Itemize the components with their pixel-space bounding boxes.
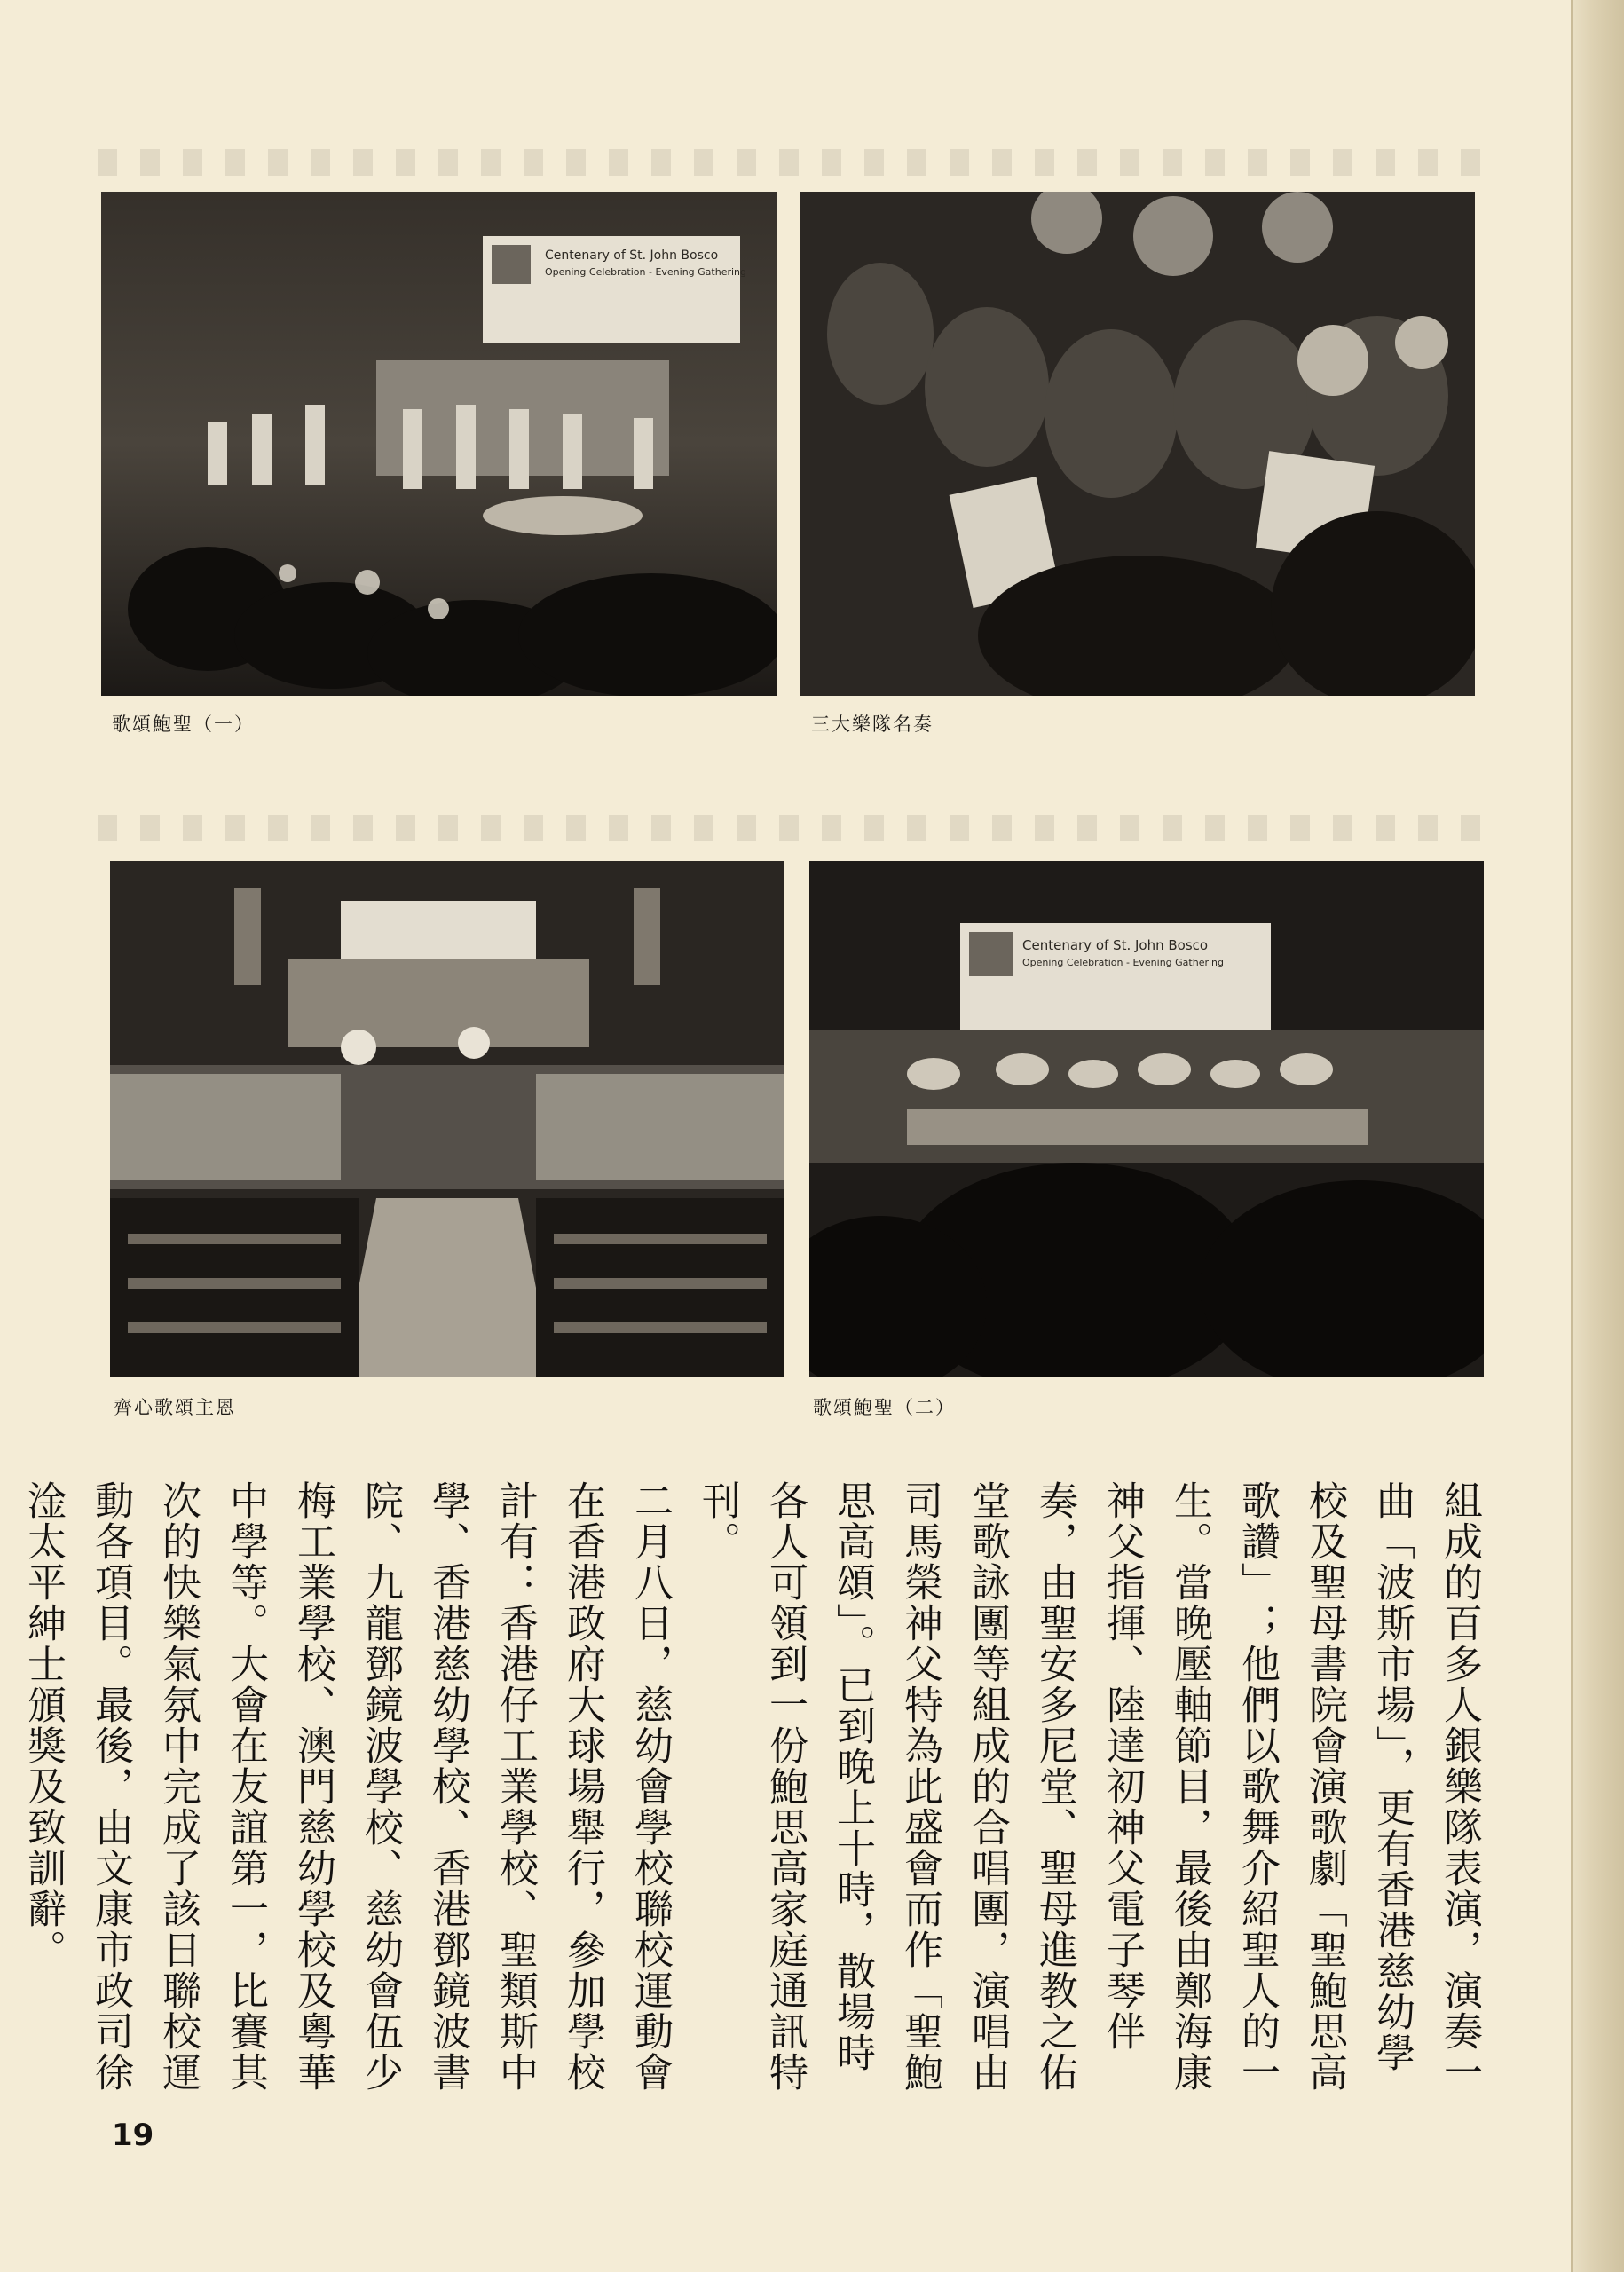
- photo-audience-image: [110, 861, 784, 1377]
- article-text: [20, 1480, 1493, 2093]
- banner-subtext: Opening Celebration - Evening Gathering: [545, 266, 746, 278]
- bleed-through-text: [98, 815, 1500, 841]
- photo-band-performance-image: [800, 192, 1475, 696]
- photo-stage-performance-2: [809, 861, 1484, 1377]
- photo-audience: [110, 861, 784, 1377]
- photo-band-performance: [800, 192, 1475, 696]
- banner-text: Centenary of St. John Bosco: [545, 248, 719, 263]
- section-headline: [0, 1480, 2, 2093]
- photo-stage-performance-1-image: [101, 192, 777, 696]
- page-fold-edge: [1571, 0, 1624, 2272]
- photo-caption-2: 三大樂隊名奏: [811, 714, 934, 735]
- photo-caption-3: 齊心歌頌主恩: [114, 1397, 236, 1418]
- banner-subtext: Opening Celebration - Evening Gathering: [1022, 957, 1224, 968]
- bleed-through-text: [98, 149, 1500, 176]
- article-paragraph: 二月八日，慈幼會學校聯校運動會在香港政府大球場舉行，參加學校計有：香港仔工業學校、聖類斯中學、香港慈幼學校、香港鄧鏡波書院、九龍鄧鏡波學校、慈幼會伍少梅工業學校、澳門慈幼學校及粵華中學等。大會在友誼第一，比賽其次的快樂氣氛中完成了該日聯校運動各項目。最後，由文康市政司徐淦太平紳士頒獎及致訓辭。: [20, 1480, 673, 2093]
- photo-stage-performance-1: [101, 192, 777, 696]
- article-paragraph: 組成的百多人銀樂隊表演，演奏一曲「波斯市場」，更有香港慈幼學校及聖母書院會演歌劇「聖鮑思高歌讚」；他們以歌舞介紹聖人的一生。當晚壓軸節目，最後由鄭海康神父指揮、陸達初神父電子琴伴奏，由聖安多尼堂、聖母進教之佑堂歌詠團等組成的合唱團，演唱由司馬榮神父特為此盛會而作「聖鮑思高頌」。已到晚上十時，散場時各人可領到一份鮑思高家庭通訊特刊。: [695, 1480, 1482, 2093]
- banner-text: Centenary of St. John Bosco: [1022, 937, 1209, 953]
- photo-stage-performance-2-image: [809, 861, 1484, 1377]
- photo-caption-1: 歌頌鮑聖（一）: [112, 714, 255, 735]
- page-number: 19: [112, 2118, 154, 2153]
- photo-caption-4: 歌頌鮑聖（二）: [813, 1397, 956, 1418]
